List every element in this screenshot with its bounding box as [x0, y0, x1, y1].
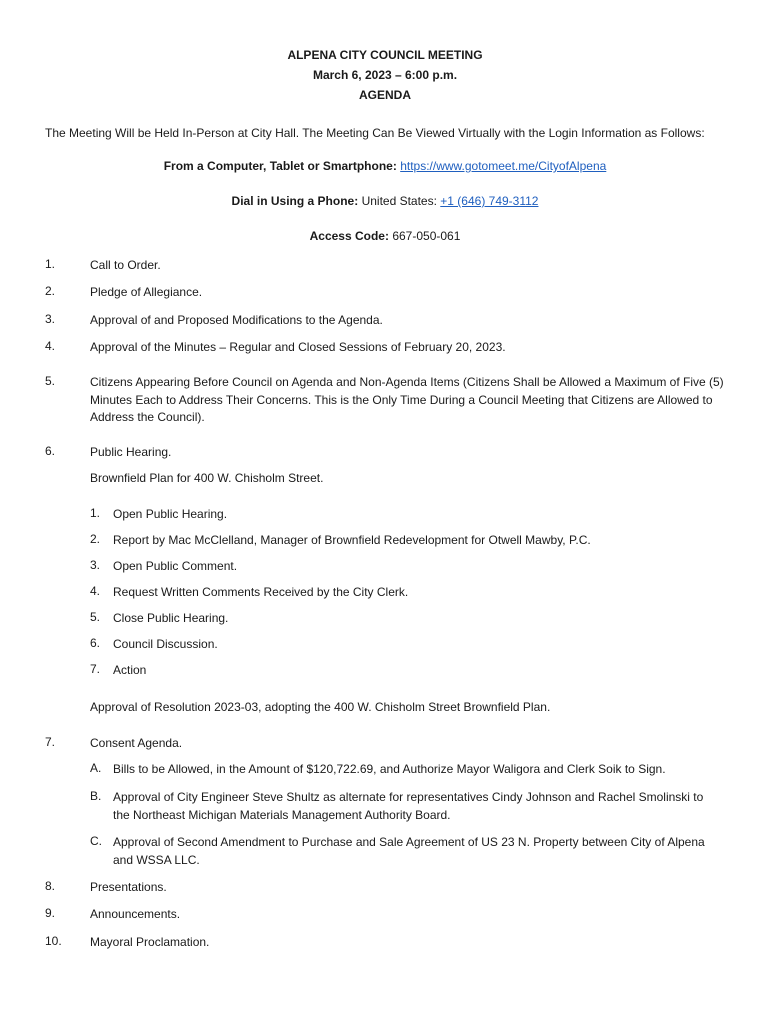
- hearing-subject: Brownfield Plan for 400 W. Chisholm Street.: [90, 471, 324, 485]
- hearing-resolution: Approval of Resolution 2023-03, adopting the 400 W. Chisholm Street Brownfield Plan.: [90, 700, 551, 714]
- item-number: 3.: [45, 312, 56, 326]
- computer-access-label: From a Computer, Tablet or Smartphone:: [163, 159, 397, 173]
- step-number: 6.: [90, 636, 101, 650]
- consent-item: Approval of Second Amendment to Purchase and Sale Agreement of US 23 N. Property between City of Alpena and WSSA LLC.: [113, 835, 705, 867]
- agenda-item: Public Hearing.: [90, 445, 172, 459]
- hearing-step: Open Public Comment.: [113, 559, 238, 573]
- hearing-step: Action: [113, 663, 147, 677]
- step-number: 1.: [90, 506, 101, 520]
- access-code-value: 667-050-061: [392, 229, 461, 243]
- item-number: 5.: [45, 374, 56, 388]
- agenda-item: Approval of the Minutes – Regular and Closed Sessions of February 20, 2023.: [90, 340, 506, 354]
- agenda-item: Consent Agenda.: [90, 736, 183, 750]
- meeting-title: ALPENA CITY COUNCIL MEETING: [287, 48, 483, 62]
- item-number: 1.: [45, 257, 56, 271]
- consent-item: Approval of City Engineer Steve Shultz as alternate for representatives Cindy Johnson and Rachel Smolinski to the Northeast Michigan Materials Management Authority Board.: [113, 790, 704, 822]
- phone-access-line: [0, 194, 770, 208]
- item-number: 9.: [45, 906, 56, 920]
- consent-letter: C.: [90, 834, 102, 848]
- computer-access-line: [0, 159, 770, 173]
- item-number: 6.: [45, 444, 56, 458]
- consent-letter: B.: [90, 789, 102, 803]
- item-number: 2.: [45, 284, 56, 298]
- hearing-step: Report by Mac McClelland, Manager of Brownfield Redevelopment for Otwell Mawby, P.C.: [113, 533, 591, 547]
- agenda-item: Mayoral Proclamation.: [90, 935, 210, 949]
- phone-country: United States:: [361, 194, 437, 208]
- agenda-item: Announcements.: [90, 907, 181, 921]
- consent-letter: A.: [90, 761, 102, 775]
- agenda-item: Call to Order.: [90, 258, 161, 272]
- agenda-item: Approval of and Proposed Modifications to the Agenda.: [90, 313, 383, 327]
- step-number: 7.: [90, 662, 101, 676]
- item-number: 7.: [45, 735, 56, 749]
- hearing-step: Close Public Hearing.: [113, 611, 229, 625]
- item-number: 10.: [45, 934, 62, 948]
- step-number: 2.: [90, 532, 101, 546]
- step-number: 4.: [90, 584, 101, 598]
- consent-item: Bills to be Allowed, in the Amount of $120,722.69, and Authorize Mayor Waligora and Clerk Soik to Sign.: [113, 762, 666, 776]
- access-code-label: Access Code:: [309, 229, 389, 243]
- agenda-item: Citizens Appearing Before Council on Agenda and Non-Agenda Items (Citizens Shall be Allowed a Maximum of Five (5) Minutes Each to Address Their Concerns. This is the Only Time During a Council Meeting that Citizens are Allowed to Address the Council).: [90, 375, 724, 424]
- hearing-step: Council Discussion.: [113, 637, 218, 651]
- phone-access-label: Dial in Using a Phone:: [231, 194, 359, 208]
- agenda-item: Pledge of Allegiance.: [90, 285, 203, 299]
- item-number: 8.: [45, 879, 56, 893]
- hearing-step: Request Written Comments Received by the City Clerk.: [113, 585, 409, 599]
- agenda-heading: AGENDA: [358, 88, 411, 102]
- access-code-line: [0, 229, 770, 243]
- gotomeet-link[interactable]: https://www.gotomeet.me/CityofAlpena: [400, 159, 607, 173]
- step-number: 3.: [90, 558, 101, 572]
- meeting-date: March 6, 2023 – 6:00 p.m.: [312, 68, 458, 82]
- intro-text: The Meeting Will be Held In-Person at City Hall. The Meeting Can Be Viewed Virtually with the Login Information as Follows:: [45, 126, 705, 140]
- item-number: 4.: [45, 339, 56, 353]
- agenda-item: Presentations.: [90, 880, 167, 894]
- phone-number-link[interactable]: +1 (646) 749-3112: [440, 194, 539, 208]
- hearing-step: Open Public Hearing.: [113, 507, 228, 521]
- step-number: 5.: [90, 610, 101, 624]
